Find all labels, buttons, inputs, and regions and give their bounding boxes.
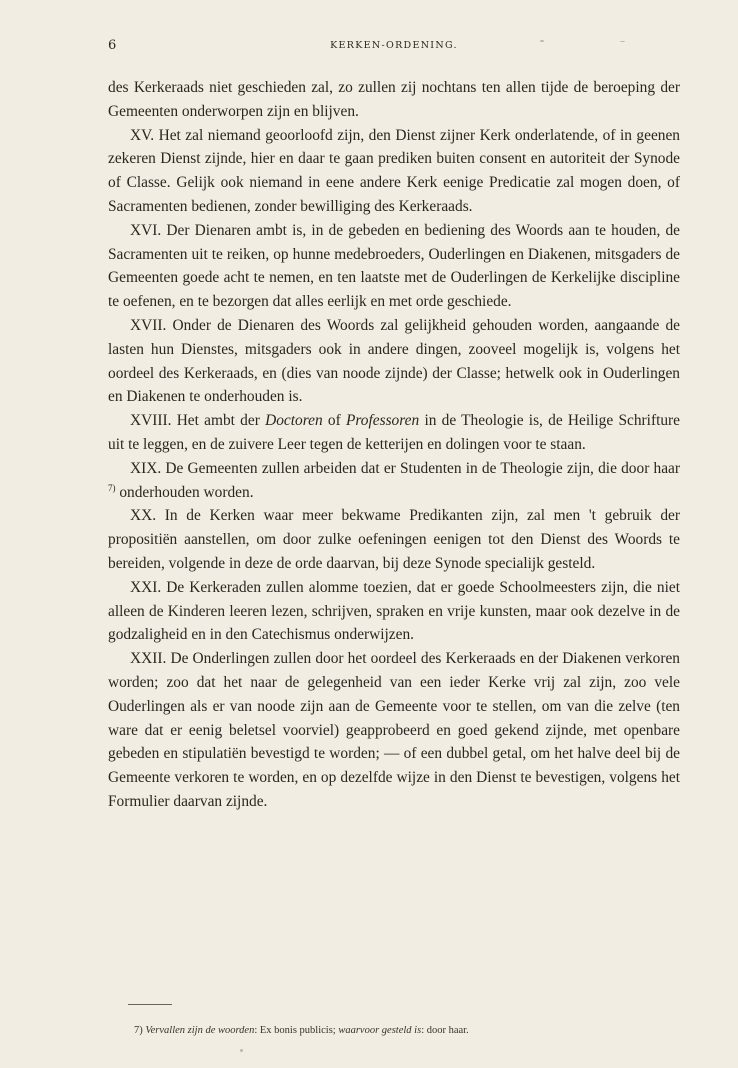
article-xix (108, 457, 680, 505)
article-xix-text-before: XIX. De Gemeenten zullen arbeiden dat er Studenten in de Theologie zijn, die door haar (130, 459, 680, 477)
article-xix-text-after: onderhouden worden. (115, 483, 254, 501)
footnote-marker: 7) (134, 1025, 143, 1036)
article-xviii (108, 409, 680, 457)
article-xviii-text-after: in de Theologie is, de Heilige Schrifture uit te leggen, en de zuivere Leer tegen de ketterijen en dolingen voor te staan. (108, 412, 680, 453)
footnote (134, 1024, 694, 1038)
article-xviii-text-middle: of (322, 412, 346, 430)
footnote-divider (128, 1004, 172, 1005)
footnote-text-1: : Ex bonis publicis; (254, 1025, 339, 1036)
footnote-text-2: : door haar. (421, 1025, 469, 1036)
article-xvi: XVI. Der Dienaren ambt is, in de gebeden en bediening des Woords aan te houden, de Sacramenten uit te reiken, op hunne medebroeders, Ouderlingen en Diakenen, mitsgaders de Gemeenten goede acht te nemen, en ten laatste met de Ouderlingen de Kerkelijke discipline te oefenen, en te bezorgen dat alles eerlijk en met orde geschiede. (108, 221, 680, 311)
paper-speck (540, 40, 544, 42)
article-xv: XV. Het zal niemand geoorloofd zijn, den Dienst zijner Kerk onderlatende, of in geenen zekeren Dienst zijnde, hier en daar te gaan prediken buiten consent en autoriteit der Synode of Classe. Gelijk ook niemand in eene andere Kerk eenige Predicatie zal mogen doen, of Sacramenten bedienen, zonder bewilliging des Kerkeraads. (108, 126, 680, 215)
paper-speck (620, 41, 625, 42)
running-head: KERKEN-ORDENING. (330, 40, 458, 51)
article-xxi: XXI. De Kerkeraden zullen alomme toezien, dat er goede Schoolmeesters zijn, die niet alleen de Kinderen leeren lezen, schrijven, spraken en vrije kunsten, maar ook dezelve in de godzaligheid en in den Catechismus onderwijzen. (108, 578, 680, 644)
article-xxii: XXII. De Onderlingen zullen door het oordeel des Kerkeraads en der Diakenen verkoren worden; zoo dat het naar de gelegenheid van een ieder Kerke vrij zal zijn, zoo vele Ouderlingen als er van noode zijn aan de Gemeente voor te stellen, om van die zelve (ten ware dat er eenig beletsel voorviel) geapprobeerd en goed gekend zijnde, met openbare gebeden en stipulatiën bevestigd te worden; — of een dubbel getal, om het halve deel bij de Gemeente verkoren te worden, en op dezelfde wijze in den Dienst te bevestigen, volgens het Formulier daarvan zijnde. (108, 650, 680, 810)
article-xviii-text-before: XVIII. Het ambt der (130, 412, 266, 430)
page-header (108, 38, 680, 56)
paragraph-continuation: des Kerkeraads niet geschieden zal, zo zullen zij nochtans ten allen tijde de beroeping der Gemeenten onderworpen zijn en blijven. (108, 79, 680, 120)
footnote-italic-1: Vervallen zijn de woorden (145, 1025, 255, 1036)
body-text (108, 76, 680, 814)
article-xviii-italic-professoren: Professoren (345, 412, 420, 430)
paper-speck (240, 1049, 243, 1052)
page-number: 6 (108, 38, 117, 53)
footnote-italic-2: waarvoor gesteld is (338, 1025, 422, 1036)
article-xx: XX. In de Kerken waar meer bekwame Predikanten zijn, zal men 't gebruik der propositiën aanstellen, om door zulke oefeningen eenigen tot den Dienst des Woords te bereiden, volgende in deze de orde daarvan, bij deze Synode specialijk gesteld. (108, 507, 680, 572)
article-xvii: XVII. Onder de Dienaren des Woords zal gelijkheid gehouden worden, aangaande de lasten hun Dienstes, mitsgaders ook in andere dingen, zooveel mogelijk is, volgens het oordeel des Kerkeraads, en (dies van noode zijnde) der Classe; hetwelk ook in Ouderlingen en Diakenen te onderhouden is. (108, 316, 680, 406)
article-xviii-italic-doctoren: Doctoren (265, 412, 323, 430)
footnote-reference: 7) (108, 482, 116, 493)
